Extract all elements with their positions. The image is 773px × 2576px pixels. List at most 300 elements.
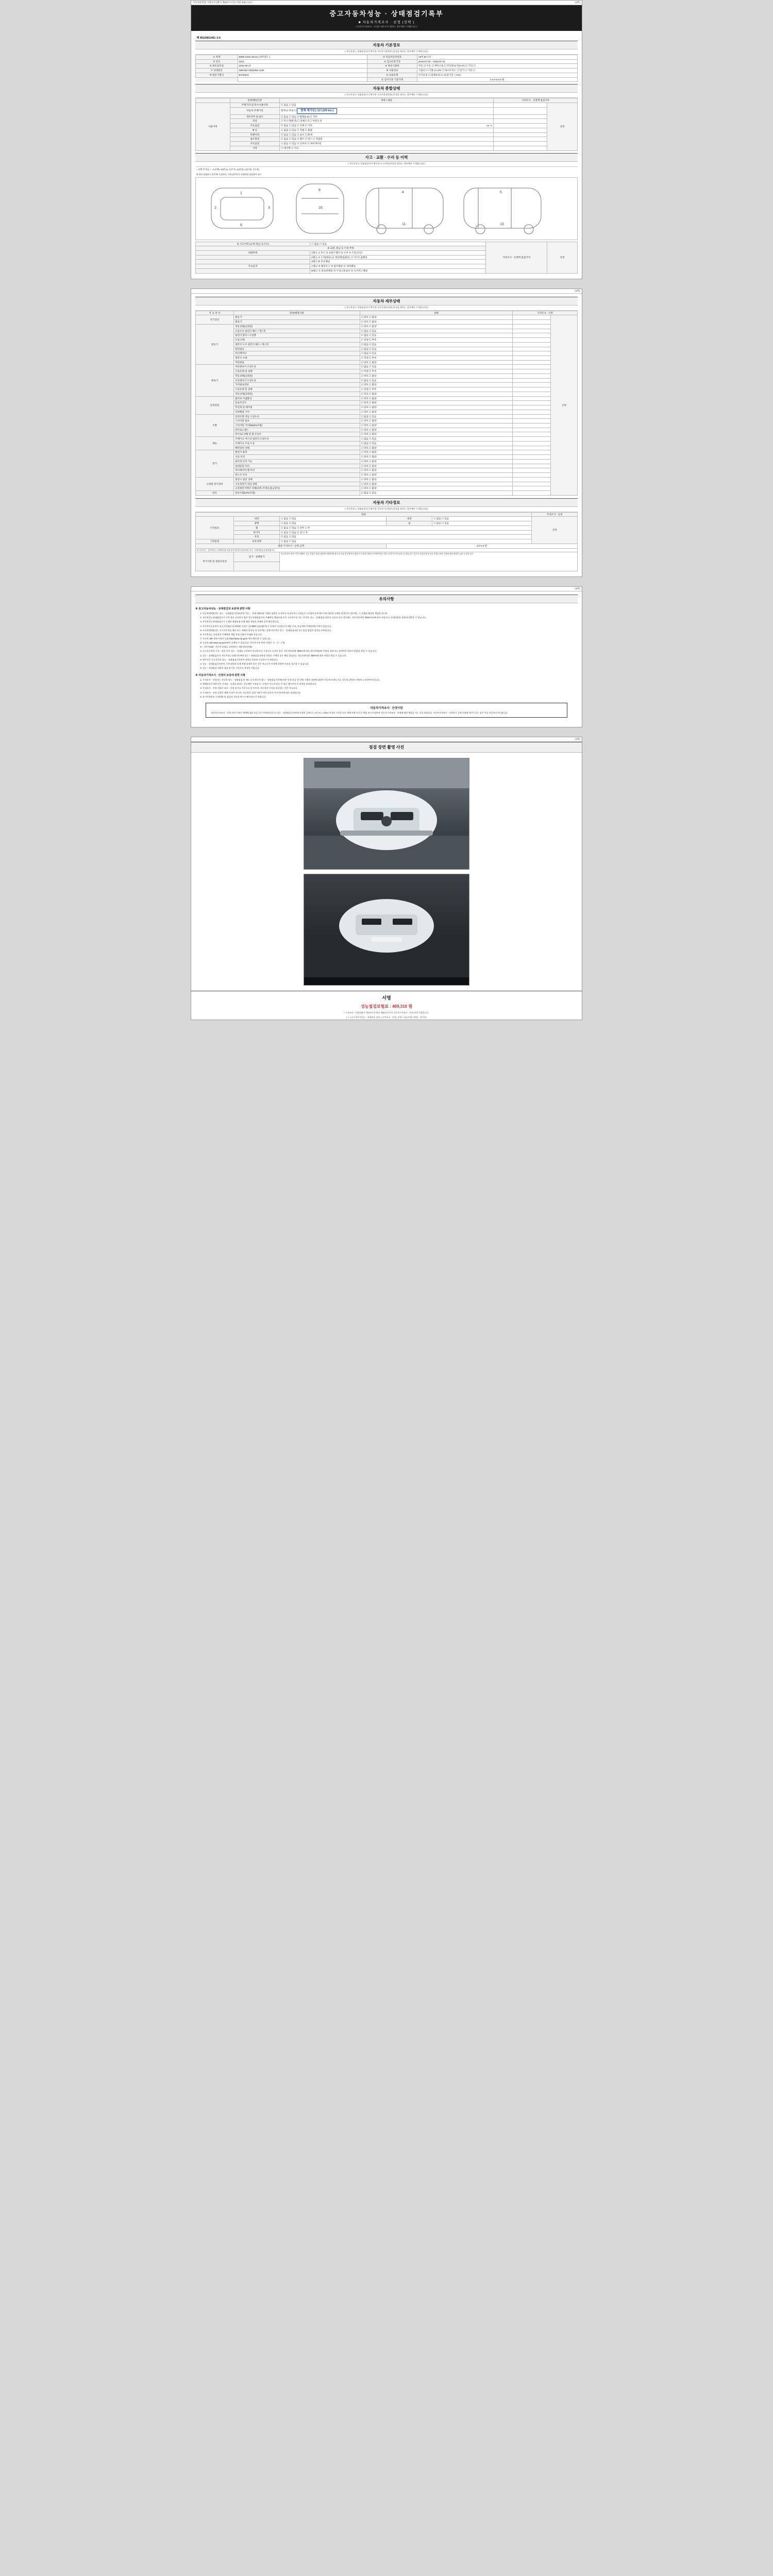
table-row <box>196 59 578 64</box>
detail-price-1-6 <box>513 351 551 356</box>
repair-rank-1: 2랭크 <box>311 256 317 259</box>
table-row <box>196 441 578 446</box>
table-row <box>196 124 578 128</box>
table-row <box>196 464 578 468</box>
overall-right-7 <box>493 137 547 142</box>
overall-state-9[interactable]: ☐ 에어백 ☐ 기타 <box>280 146 494 150</box>
other-col-3: 가격조사 · 산정 <box>532 512 578 517</box>
detail-state-1-3[interactable]: ☐ 적정 ☐ 부족 <box>360 338 512 343</box>
detail-state-2-0[interactable]: ☐ 없음 ☐ 있음 <box>360 365 512 369</box>
overall-item-4: 주요옵션 <box>230 124 279 128</box>
repair-rank-0: 1랭크 <box>311 251 317 254</box>
table-row <box>196 369 578 374</box>
detail-price-6-2 <box>513 459 551 464</box>
detail-state-7-0[interactable]: ☐ 양호 ☐ 불량 <box>360 477 512 482</box>
accident-right-head: 가격조사 · 산정액 점검가격 <box>486 242 547 273</box>
notice-item-a-4: 5. 자동차매매업자는 중고자동차를 매도 또는 매매의 알선을 한 경우에는 당해 자동차의 성능ㆍ상태점검자와 성능점검 점검의 결과를 교부합니다. <box>203 629 578 632</box>
repair-items-0: ① 후드 ② 프론트휀더 ③ 도어 ④ 트렁크리드 <box>318 251 363 254</box>
table-row <box>196 137 578 142</box>
table-row <box>196 142 578 146</box>
svg-text:5: 5 <box>500 190 502 194</box>
engine-bay-photo-svg <box>304 758 469 869</box>
sheet-3 <box>191 586 582 727</box>
table-row <box>196 446 578 450</box>
basic-label-2: ② 자동차등록번호 <box>367 55 417 60</box>
definition-body: "자동차가격조사ㆍ산정"이란 시세가 매매에 대한 보증기간 이내에 품질기능성능ㆍ상태점검기록부에 산정된 금액으로 1년 또는 2만km 이내의 기간을 다른 객체 자체 시간 본 책임 조사 산정하여 자동차 가격조사ㆍ산정에 대한 책임을 지는 것을 말합니다. 자동차가격조사ㆍ산정자가 금액 산정에 차이가 있는 경우 이를 보증하지 아니합니다. <box>210 711 508 714</box>
other-seal: 산정 <box>532 517 578 544</box>
basic-value-4: 2018-07-02 ~ 2020-07-01 <box>417 59 577 64</box>
detail-price-6-1 <box>513 455 551 460</box>
other-item-0b: 내장 <box>386 517 432 521</box>
overall-state-0[interactable]: ☐ 없음 ☐ 있음 <box>280 103 494 108</box>
table-row <box>196 548 578 552</box>
accident-legend-2: ※ 하단 상태표시 항목에 기입하며, 기재 위치까지 상세하게 점검하여 표시 <box>196 173 262 176</box>
photo-section-title: 점검 장면 촬영 사진 <box>191 742 582 753</box>
overall-state-4[interactable] <box>280 124 494 128</box>
fuel-checkboxes[interactable]: 가솔린 ☐ 디젤 ☑ LPG ☐ 하이브리드 ☐ 전기 ☐ 기타 ☐ <box>417 69 577 73</box>
basic-value-3: 2016 <box>238 59 367 64</box>
table-row <box>196 437 578 442</box>
inspection-insurance-fee <box>191 1002 582 1010</box>
table-row <box>196 383 578 387</box>
underbody-photo-svg <box>304 874 469 985</box>
sign-footnote-2: [ ㅇ ] 중고자동차성능ㆍ상태점검 결과, [ 가격조사ㆍ산정 ] 산정 1 부(선정을 원하는 경우만) <box>346 1015 427 1019</box>
detail-item-4-2: 스티어링 기어(MDPS포함) <box>234 423 360 428</box>
detail-state-1-5[interactable]: ☐ 없음 ☐ 있음 <box>360 347 512 351</box>
detail-price-3-3 <box>513 410 551 414</box>
overall-col-item: 항목/해당사항 <box>230 98 279 103</box>
table-row <box>196 517 578 521</box>
detail-state-1-2[interactable]: ☐ 없음 ☐ 있음 <box>360 333 512 338</box>
document-title-bar <box>191 5 582 31</box>
overall-state-2[interactable]: ☐ 없음 ☐ 있음 ☐ 범죄(2.0) ☐ 기타 <box>280 114 494 119</box>
detail-price-1-7 <box>513 355 551 360</box>
notice-item-b-4: 5. 성능ㆍ상태점검 내용은 점검 당시를 기준으로 작성된 것입니다. <box>203 667 578 670</box>
detail-item-1-0: 작동상태(공회전) <box>234 324 360 329</box>
other-state-4[interactable]: ☐ 없음 ☐ 있음 <box>280 535 532 539</box>
sheet2-topnote <box>191 289 582 294</box>
overall-item-9: 기타 <box>230 146 279 150</box>
detail-item-8-0: 연료누출(LPG포함) <box>234 491 360 496</box>
accident-seal: 산정 <box>547 242 577 273</box>
table-row <box>196 338 578 343</box>
table-row <box>196 351 578 356</box>
table-header-row <box>196 512 578 517</box>
accident-status-value[interactable]: ☐ 없음 ☐ 있음 <box>310 242 486 246</box>
definition-box <box>206 703 567 718</box>
detail-price-4-4 <box>513 432 551 437</box>
signature-section-title: 서명 <box>191 991 582 1002</box>
table-row <box>196 468 578 473</box>
repair-val-4 <box>310 268 486 273</box>
mileage-value: 현재 계기상 [ 117,229 km ] <box>297 108 337 114</box>
table-row <box>196 329 578 333</box>
other-state-1b[interactable]: ☐ 없음 ☐ 있음 <box>432 521 532 526</box>
total-value: 0 0 0 0 원 <box>386 544 578 548</box>
detail-item-6-1: 시동 모터 <box>234 455 360 460</box>
overall-item-6: 특별이력 <box>230 132 279 137</box>
detail-item-1-5: 워터펌프 <box>234 347 360 351</box>
warranty-checkboxes[interactable]: 자가보증 ☐ 업체보증 ☑ (보증기간 : / km) <box>417 73 577 77</box>
memo-label: 특기사항 및 점검자의견 <box>196 552 234 571</box>
table-row <box>196 333 578 338</box>
detail-state-4-0[interactable]: ☐ 없음 ☐ 있음 <box>360 414 512 419</box>
table-row <box>196 132 578 137</box>
detail-item-0-1: 변속기 <box>234 320 360 325</box>
detail-state-6-0[interactable]: ☐ 양호 ☐ 불량 <box>360 450 512 455</box>
svg-text:11: 11 <box>402 222 406 226</box>
detail-state-6-5[interactable]: ☐ 양호 ☐ 불량 <box>360 473 512 478</box>
detail-item-1-8: 커먼레일 <box>234 360 360 365</box>
overall-item-7: 용도변경 <box>230 137 279 142</box>
detail-state-1-1[interactable]: ☐ 없음 ☐ 있음 <box>360 329 512 333</box>
detail-price-2-0 <box>513 365 551 369</box>
table-row <box>196 392 578 396</box>
table-row <box>196 73 578 77</box>
detail-group-1: 원동기 <box>196 324 234 365</box>
detail-state-6-1[interactable]: ☐ 양호 ☐ 불량 <box>360 455 512 460</box>
other-item-1b: 룸 <box>386 521 432 526</box>
overall-right-1 <box>493 107 547 114</box>
detail-item-1-4: 냉각수 누수 실린더 헤드 / 개스킷 <box>234 342 360 347</box>
page-subnote: ( 자동차가격조사ㆍ산정은 매수인이 원하는 경우에만 기재합니다 ) <box>356 25 417 28</box>
detail-item-2-4: 기어변속장치 <box>234 383 360 387</box>
notice-list-2 <box>203 650 578 670</box>
repair-items-2: ⑧ 루프패널 <box>318 260 330 263</box>
overall-state-7[interactable]: ☐ 없음 ☐ 있음 ☐ 렌트 ☐ 리스 ☐ 영업용 <box>280 137 494 142</box>
detail-item-0-0: 원동기 <box>234 315 360 320</box>
memo-text: 비금속부터 플러스까지 말해도 기능 부품은 검증시킬에서 제외되며 중고차 특성 및 부품이전 원을 모두 할 자 함에 노후화에 따른 기타 노후한 부속이 있을 수 있습니다. 중고차 특성상 품질 보증 사항은 관련 부품에 대한 불편이 있을 수 있습니다. <box>280 552 578 571</box>
detail-price-2-5 <box>513 387 551 392</box>
detail-state-7-1[interactable]: ☐ 양호 ☐ 불량 <box>360 482 512 486</box>
overall-col-detail: 항목 / 내용 <box>280 98 494 103</box>
table-row <box>196 530 578 535</box>
other-col-1: 항목 <box>196 512 532 517</box>
sheet-4 <box>191 737 582 1020</box>
sheet2-page: (3쪽) <box>575 289 580 292</box>
repair-key-3: 주요골격 <box>196 264 310 269</box>
table-row <box>196 535 578 539</box>
repair-rank-2: 3랭크 <box>311 260 317 263</box>
form-reference: 자동차관리법 시행규칙 [별지 제82호서식] <개정 2021.1.5.> <box>193 1 253 4</box>
table-row <box>196 324 578 329</box>
sheet1-topnote <box>191 1 582 5</box>
detail-item-1-1: 오일누유 실린더 헤드 / 개스킷 <box>234 329 360 333</box>
detail-state-5-1[interactable]: ☐ 없음 ☐ 있음 <box>360 441 512 446</box>
notice-item-c-1: 2. 매매업자가 매수인이 가격조ㆍ산정을 원하는 경우에만 가격조사ㆍ산정이 이루어지며, 이 경우 매수인이 이 비용을 부담합니다. <box>203 683 578 686</box>
repair-items-3: ⑨ 휠하우스 ⑩ 필러패널 ⑪ 대쉬패널 <box>318 265 356 268</box>
table-row <box>196 242 578 246</box>
document-number-label: 제 <box>196 37 199 40</box>
detail-item-2-2: 작동상태(공회전) <box>234 374 360 378</box>
notice-item-c-0: 1. 가격조사ㆍ산정자는 자동차 성능ㆍ상태점검 및 매도 중고자동차 성능ㆍ상태점검기록부(이하 "산정 보증 한 것에 기재한 내용에 대하여 자동차의 매도 또는 알선을 위탁한 자에게 고지하여야 합니다. <box>203 679 578 682</box>
other-item-3: 타이어 <box>234 530 280 535</box>
svg-text:3: 3 <box>268 206 270 210</box>
detail-item-2-6: 작동상태(공회전) <box>234 392 360 396</box>
table-row <box>196 486 578 491</box>
detail-price-3-2 <box>513 405 551 410</box>
table-row <box>196 103 578 108</box>
detail-state-8-0[interactable]: ☐ 없음 ☐ 있음 <box>360 491 512 496</box>
basic-value-7: WBA5E7105G056 4125 <box>238 69 367 73</box>
table-row <box>196 355 578 360</box>
detail-state-2-5[interactable]: ☐ 적정 ☐ 부족 <box>360 387 512 392</box>
table-row <box>196 347 578 351</box>
car-diagram <box>195 177 578 240</box>
detail-item-2-5: 오일유량 및 상태 <box>234 387 360 392</box>
repair-items-1: ⑤ 도어(좌우) ⑥ 쿼터패널(좌우) ⑦ 사이드실패널 <box>318 256 367 259</box>
svg-text:1: 1 <box>240 191 242 195</box>
repair-key-4 <box>196 268 310 273</box>
detail-state-1-0[interactable]: ☐ 양호 ☐ 불량 <box>360 324 512 329</box>
detail-state-2-1[interactable]: ☐ 적정 ☐ 부족 <box>360 369 512 374</box>
table-row <box>196 482 578 486</box>
detail-price-2-2 <box>513 374 551 378</box>
table-row <box>196 387 578 392</box>
basic-label-8: ⑧ 사용연료 <box>367 69 417 73</box>
detail-group-4: 조향 <box>196 414 234 437</box>
detail-state-0-0[interactable]: ☐ 양호 ☐ 불량 <box>360 315 512 320</box>
detail-state-3-2[interactable]: ☐ 양호 ☐ 불량 <box>360 405 512 410</box>
other-state-1[interactable]: ☐ 없음 ☐ 있음 <box>280 521 386 526</box>
detail-state-2-6[interactable]: ☐ 양호 ☐ 불량 <box>360 392 512 396</box>
svg-text:16: 16 <box>318 206 323 210</box>
document-page <box>0 0 773 1020</box>
basic-label-4: ④ 검사유효기간 <box>367 59 417 64</box>
basic-label-7: ⑦ 차대번호 <box>196 69 238 73</box>
detail-state-2-4[interactable]: ☐ 양호 ☐ 불량 <box>360 383 512 387</box>
overall-band: 자동차 종합상태 <box>195 84 578 93</box>
detail-state-1-6[interactable]: ☐ 없음 ☐ 있음 <box>360 351 512 356</box>
table-row <box>196 521 578 526</box>
notice-band: 유의사항 <box>195 595 578 603</box>
basic-value-2: 19머 84시 0 <box>417 55 577 60</box>
table-row <box>196 128 578 132</box>
detail-state-4-3[interactable]: ☐ 양호 ☐ 불량 <box>360 428 512 432</box>
detail-state-1-4[interactable]: ☐ 없음 ☐ 있음 <box>360 342 512 347</box>
detail-price-3-1 <box>513 401 551 405</box>
basic-value-1: BMW 520d xDrive (새차년도 ) <box>238 55 367 60</box>
detail-item-4-0: 동력조향 작동 오일누유 <box>234 414 360 419</box>
detail-price-6-3 <box>513 464 551 468</box>
detail-state-3-3[interactable]: ☐ 양호 ☐ 불량 <box>360 410 512 414</box>
detail-state-7-2[interactable]: ☐ 양호 ☐ 불량 <box>360 486 512 491</box>
detail-price-7-0 <box>513 477 551 482</box>
notice-item-b-2: 3. 매수인은 중고자동차 성능ㆍ상태점검기록부의 내용을 충분히 숙지하시기 바랍니다. <box>203 658 578 662</box>
table-row <box>196 459 578 464</box>
detail-state-0-1[interactable]: ☐ 양호 ☐ 불량 <box>360 320 512 325</box>
other-state-2[interactable]: ☐ 없음 ☐ 있음 ☐ 전후 ☐ 후 <box>280 526 532 530</box>
detail-item-5-2: 배력장치 상태 <box>234 446 360 450</box>
detail-col-2: 항목/해당사항 <box>234 311 360 315</box>
detail-price-6-4 <box>513 468 551 473</box>
table-row <box>196 432 578 437</box>
table-row <box>196 450 578 455</box>
detail-state-4-1[interactable]: ☐ 양호 ☐ 불량 <box>360 419 512 423</box>
other-item-1: 광택 <box>234 521 280 526</box>
overall-col-blank <box>196 98 230 103</box>
detail-state-6-4[interactable]: ☐ 양호 ☐ 불량 <box>360 468 512 473</box>
other-table <box>195 512 578 571</box>
detail-item-2-3: 수동변속기 오일누유 <box>234 378 360 383</box>
svg-text:8: 8 <box>318 188 321 192</box>
total-label: 최종 가격조사 · 산정 금액 <box>196 544 386 548</box>
detail-state-4-4[interactable]: ☐ 양호 ☐ 불량 <box>360 432 512 437</box>
overall-state-3[interactable]: ☐ 무도색(원색) ☐ 전체도색 ☐ 부분도색 <box>280 119 494 124</box>
detail-price-2-1 <box>513 369 551 374</box>
detail-state-6-2[interactable]: ☐ 양호 ☐ 불량 <box>360 459 512 464</box>
table-header-row <box>196 311 578 315</box>
table-row <box>196 119 578 124</box>
notice-item-c-3: 4. 가격조사ㆍ산정 금액은 매매 가격이 아니며, 자동차의 실제 거래 가격은 당사자 간의 합의에 따라 결정됩니다. <box>203 691 578 694</box>
table-row <box>196 473 578 478</box>
repair-val-2 <box>310 260 486 264</box>
detail-state-6-3[interactable]: ☐ 양호 ☐ 불량 <box>360 464 512 468</box>
other-state-0[interactable]: ☐ 없음 ☐ 있음 <box>280 517 386 521</box>
notice-item-a-2: 3. 자동차성능상태점검자가 기재한 책임보험 등에 대한 내용을 아래와 같이 확인합니다. <box>203 620 578 623</box>
detail-state-2-3[interactable]: ☐ 없음 ☐ 있음 <box>360 378 512 383</box>
notice-item-a-6: 7. 자동차 100 세계 사항은 다음 http://www.car.go.kr 에서 확인할 수 있습니다. <box>203 637 578 640</box>
basic-value-9: B47D20A <box>238 73 367 77</box>
sheet3-page: (3쪽) <box>575 587 580 590</box>
detail-state-1-8[interactable]: ☐ 양호 ☐ 불량 <box>360 360 512 365</box>
detail-price-2-3 <box>513 378 551 383</box>
detail-state-1-7[interactable]: ☐ 적정 ☐ 부족 <box>360 355 512 360</box>
detail-price-4-1 <box>513 419 551 423</box>
table-row <box>196 146 578 150</box>
other-state-3[interactable]: ☐ 없음 ☐ 있음 ☐ 전 ☐ 후 <box>280 530 532 535</box>
table-row <box>196 360 578 365</box>
overall-right-8 <box>493 142 547 146</box>
detail-price-1-4 <box>513 342 551 347</box>
table-row <box>196 114 578 119</box>
document-number-value: 9510901461 3-0 <box>199 37 221 40</box>
detail-item-3-3: 디퍼렌셜 기어 <box>234 410 360 414</box>
transmission-checkboxes[interactable]: 자동 ☑ 수동 ☐ 세미오토 ☐ 무단변속기(CVT) ☐ 기타 ☐ <box>417 64 577 69</box>
basic-label-9: ⑨ 원동기형식 <box>196 73 238 77</box>
overall-item-8: 주요옵션 <box>230 142 279 146</box>
memo-sub: 감가 · 상태평가 <box>234 552 280 562</box>
detail-col-1: 주 요 장 치 <box>196 311 234 315</box>
other-state-0b[interactable]: ☐ 없음 ☐ 있음 <box>432 517 532 521</box>
sheet4-page: (4쪽) <box>575 737 580 740</box>
fee-value: 409,310 원 <box>392 1004 413 1009</box>
detail-col-3: 상태 <box>360 311 512 315</box>
detail-price-6-5 <box>513 473 551 478</box>
table-row <box>196 365 578 369</box>
detail-price-7-2 <box>513 486 551 491</box>
basic-label-10: ⑩ 보증유형 <box>367 73 417 77</box>
table-row <box>196 396 578 401</box>
detail-price-0-0 <box>513 315 551 320</box>
notice-item-a-8: 9. - 자동차100 : 자동차 보험료 고객센터 / 제보센터(전화) <box>203 646 578 649</box>
detail-group-2: 변속기 <box>196 365 234 396</box>
notice-item-c-2: 3. 가격조사ㆍ산정 내용은 조사ㆍ산정 당시를 기준으로 한 것이며, 자동차의 가치를 보증하는 것은 아닙니다. <box>203 687 578 690</box>
repair-key-0: 외판부위 <box>196 250 310 255</box>
detail-state-5-2[interactable]: ☐ 양호 ☐ 불량 <box>360 446 512 450</box>
detail-price-6-0 <box>513 450 551 455</box>
page-title: 중고자동차성능 · 상태점검기록부 <box>329 10 444 18</box>
overall-item-1: 자동차 주행거리 <box>230 107 279 114</box>
notice-item-a-3: 4. 자동차인도일부터 보증기간(1년 및 2만km 이상인 것) 2000 점검대비에 중 중에서 사성장기간 때일 미교, 보증계약 간행(발생) 이력이 있습니다. <box>203 625 578 628</box>
sign-footnote-1: * 가격조사ㆍ산정내용은 제3조의 및 별지 제82호서식의 자동차가격조사ㆍ산정 관련 사항입니다. <box>344 1011 429 1014</box>
accident-repair-header: ※ 교환, 판금 등 이상 부위 <box>196 246 486 251</box>
overall-item-5: 튜닝 <box>230 128 279 132</box>
overall-item-2: 개조여부 및 용도 <box>230 114 279 119</box>
other-group-5: 기본품목 <box>196 539 234 544</box>
fee-label: 성능점검보험료 : <box>360 1004 391 1009</box>
detail-state-5-0[interactable]: ☐ 없음 ☐ 있음 <box>360 437 512 442</box>
detail-item-7-0: 충전구 절연 상태 <box>234 477 360 482</box>
basic-info-subband: ( 자동차성능·상태점검자가 확인한 자동차기본정보 (산정을 원하는 경우에만 기재합니다) ) <box>195 49 578 55</box>
table-row <box>196 539 578 544</box>
basic-info-band: 자동차 기본정보 <box>195 41 578 49</box>
other-state-5[interactable]: ☐ 없음 ☐ 있음 <box>280 539 532 544</box>
other-item-5: 보유상태 <box>234 539 280 544</box>
accident-status-label: ※ 사고이력 (교차/ 판금 표시도) <box>196 242 310 246</box>
repair-rank-4: B랭크 <box>311 269 318 272</box>
svg-text:4: 4 <box>402 190 404 194</box>
detail-price-5-0 <box>513 437 551 442</box>
detail-price-4-3 <box>513 428 551 432</box>
table-row <box>196 419 578 423</box>
detail-item-1-2: 실린더 블록 / 오일팬 <box>234 333 360 338</box>
memo-sub-blank <box>234 562 280 571</box>
detail-state-3-1[interactable]: ☐ 양호 ☐ 불량 <box>360 401 512 405</box>
overall-state-8[interactable]: ☐ 없음 ☐ 있음 ☐ 선루프 ☐ 내비게이션 <box>280 142 494 146</box>
svg-text:6: 6 <box>240 223 242 227</box>
detail-table <box>195 311 578 496</box>
detail-price-0-1 <box>513 320 551 325</box>
repair-key-2 <box>196 260 310 264</box>
standard-price-value: 0 0 0 0 0 0 원 <box>417 77 577 82</box>
page-subtitle: ■ 자동차가격조사 · 산정 (선택 ) <box>358 21 415 24</box>
table-row <box>196 405 578 410</box>
notice-section-1-title: ※ 중고자동차성능 · 상태점검과 보증에 관한 사항 <box>195 607 250 611</box>
other-band: 자동차 기타정보 <box>195 498 578 507</box>
detail-price-1-2 <box>513 333 551 338</box>
repair-items-4: ⑫ 플로어패널 ⑬ 트렁크플로어 ⑭ 인사이드패널 <box>318 269 368 272</box>
detail-price-4-0 <box>513 414 551 419</box>
basic-info-table <box>195 55 578 82</box>
mileage-check[interactable]: 현재 ☑ 보정 ☐ <box>281 109 296 112</box>
detail-state-2-2[interactable]: ☐ 양호 ☐ 불량 <box>360 374 512 378</box>
overall-state-4-text: ☐ 없음 ☐ 있음 ☐ 선택 ☐ 기타 <box>281 124 312 127</box>
overall-state-6[interactable]: ☐ 없음 ☐ 있음 ☐ 침수 ☐ 화재 <box>280 132 494 137</box>
detail-subband: ( 자동차성능·상태점검자가 확인한 자동차세부상태 (산정을 원하는 경우에만 기재합니다) ) <box>195 306 578 311</box>
detail-price-5-2 <box>513 446 551 450</box>
detail-item-5-1: 브레이크 오일 누유 <box>234 441 360 446</box>
table-row <box>196 55 578 60</box>
overall-subband: ( 자동차성능·상태점검자가 확인한 자동차종합상태 (산정을 원하는 경우에만 기재합니다) ) <box>195 93 578 98</box>
detail-item-4-1: 스티어링 펌프 <box>234 419 360 423</box>
overall-right-2 <box>493 114 547 119</box>
detail-group-8: 연료 <box>196 491 234 496</box>
total-note: ※ 가격조사 · 산정자료는 상세정보와 자동차가격산정기준에 따라 조사 · 산정하였음을 확인합니다. <box>196 548 578 552</box>
detail-item-4-3: 타이로드엔드 <box>234 428 360 432</box>
overall-right-9 <box>493 146 547 150</box>
overall-state-5[interactable]: ☐ 없음 ☐ 있음 ☐ 적법 ☐ 불법 <box>280 128 494 132</box>
accident-band: 사고 · 교환 · 수리 등 이력 <box>195 153 578 162</box>
mileage-cell <box>280 107 494 114</box>
detail-price-7-1 <box>513 482 551 486</box>
detail-price-8-0 <box>513 491 551 496</box>
detail-state-3-0[interactable]: ☐ 양호 ☐ 불량 <box>360 396 512 401</box>
document-number <box>195 34 578 41</box>
table-row <box>196 320 578 325</box>
detail-state-4-2[interactable]: ☐ 양호 ☐ 불량 <box>360 423 512 428</box>
svg-text:13: 13 <box>500 222 504 226</box>
